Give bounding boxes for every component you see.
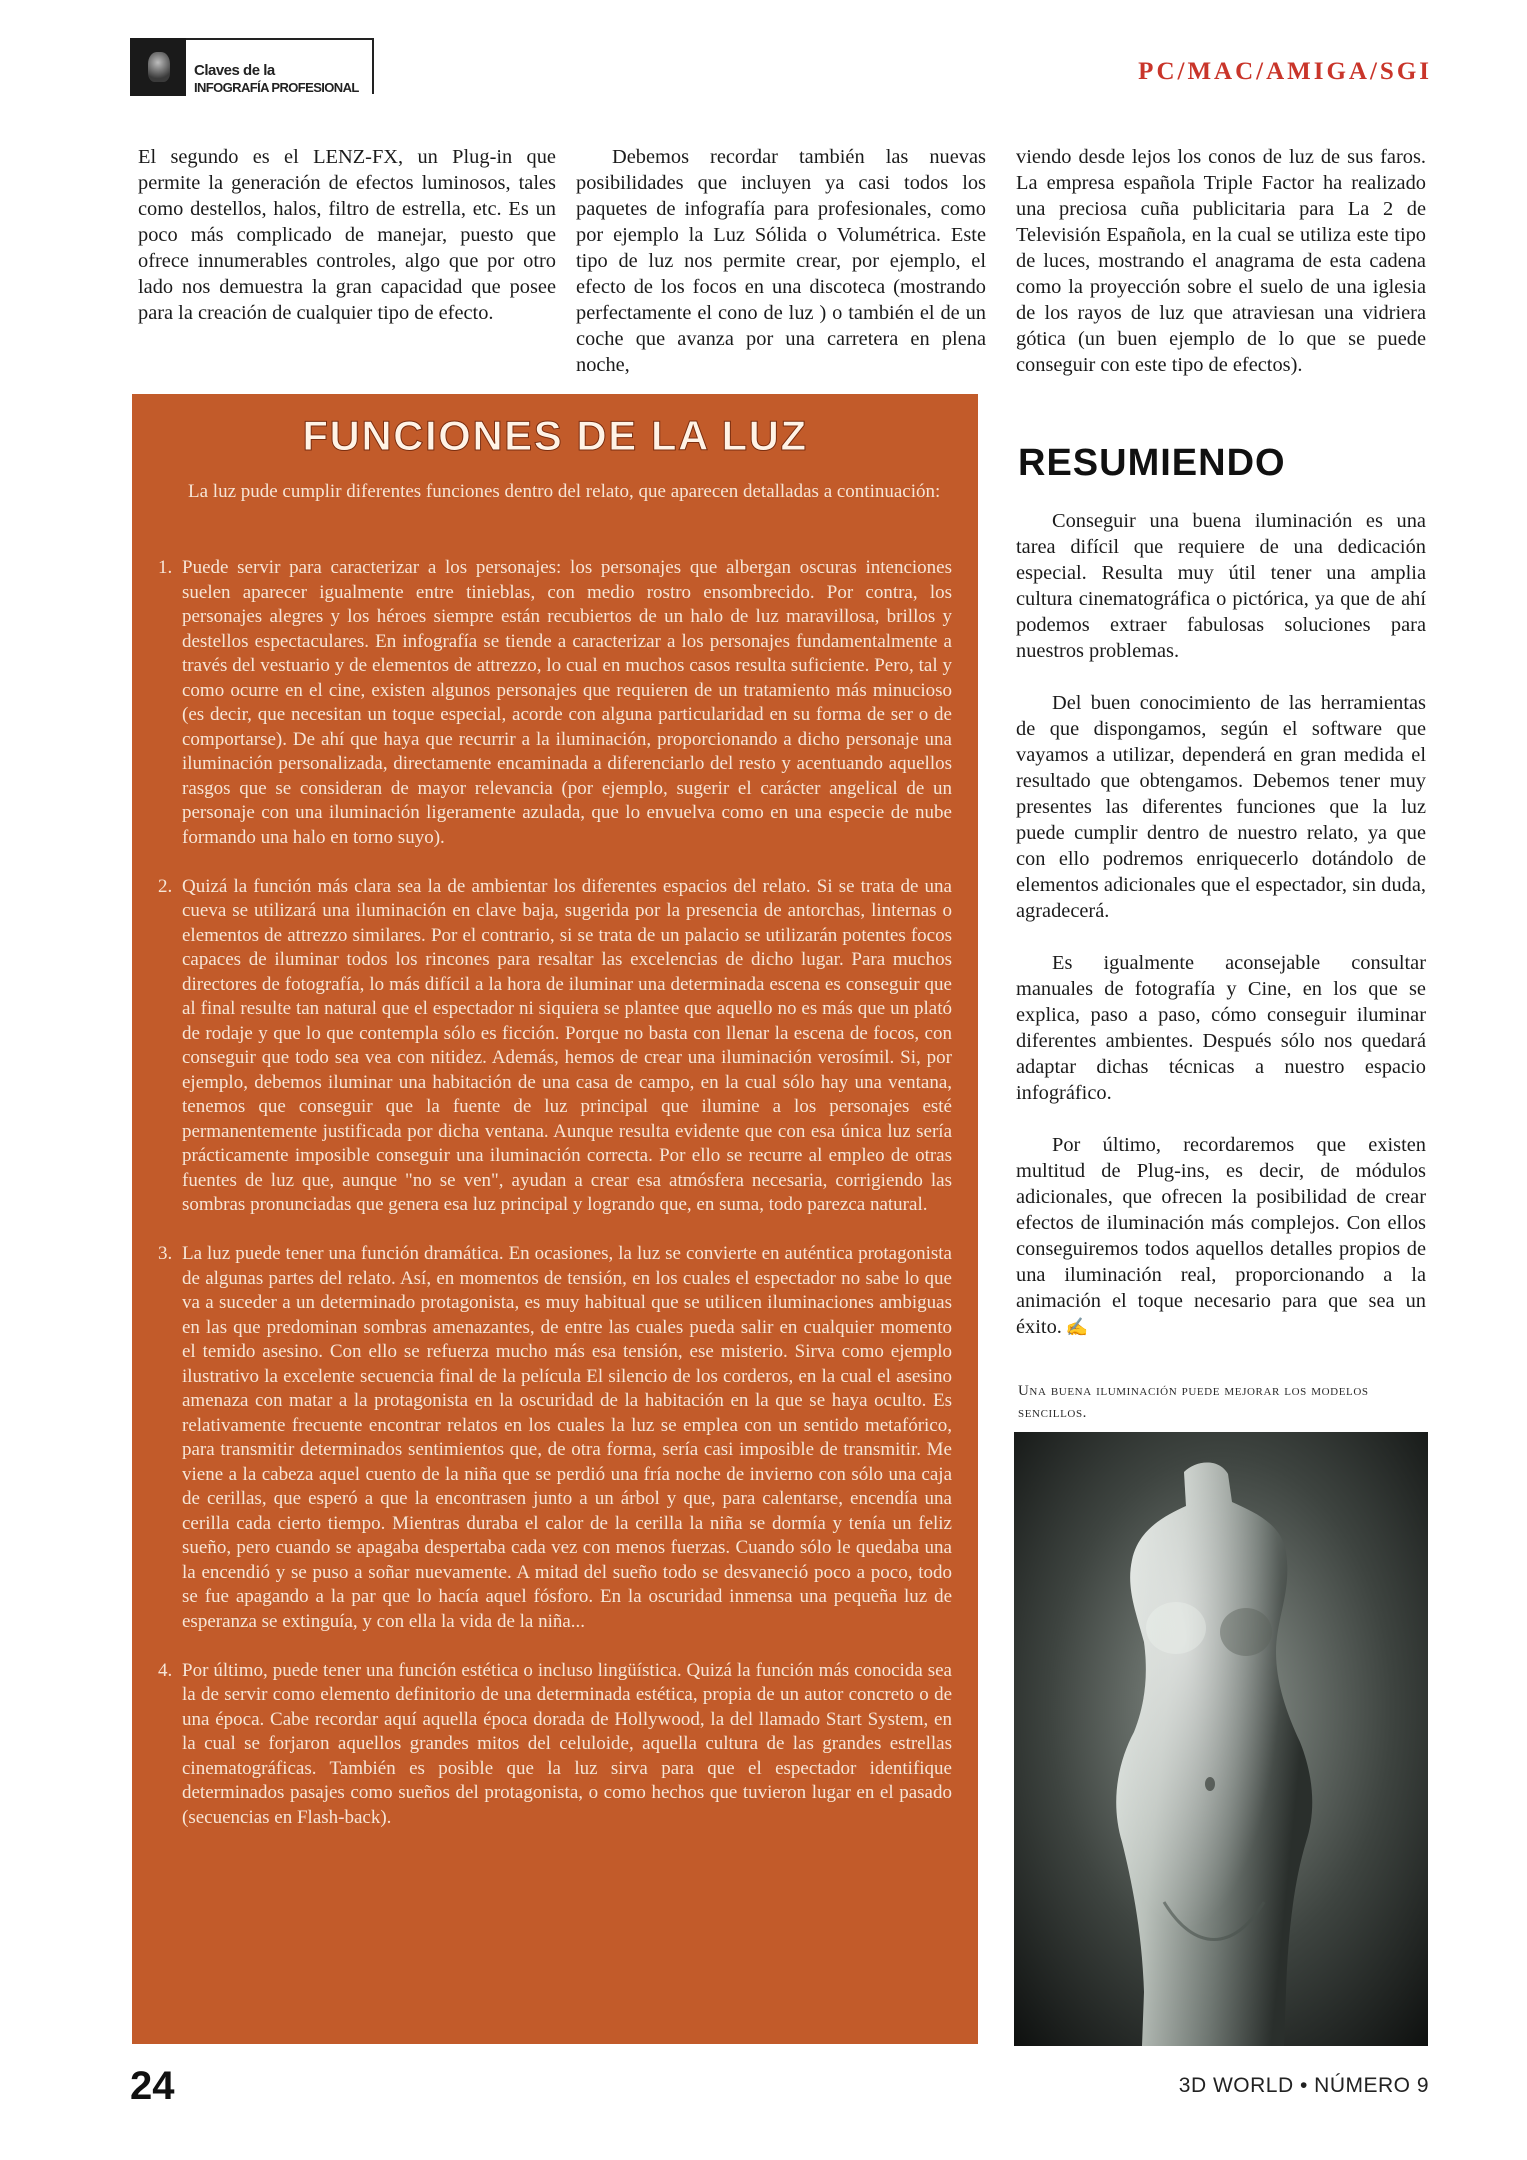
figure-caption: Una buena iluminación puede mejorar los modelos sencillos. bbox=[1018, 1383, 1369, 1421]
paragraph: Es igualmente aconsejable consultar manuales de fotografía y Cine, en los que se explica, paso a paso, cómo conseguir iluminar diferentes ambientes. Después sólo nos quedará adaptar dichas técnicas a nuestro espacio infográfico. bbox=[1016, 952, 1426, 1104]
logo-subtitle: INFOGRAFÍA PROFESIONAL bbox=[194, 80, 359, 95]
sidebar-box bbox=[132, 394, 978, 2044]
paragraph bbox=[1016, 1132, 1426, 1340]
page-number: 24 bbox=[130, 2064, 175, 2108]
logo-bust-icon bbox=[130, 38, 186, 96]
column-2 bbox=[576, 144, 986, 378]
column-3 bbox=[1016, 144, 1426, 378]
magazine-logo bbox=[130, 38, 376, 96]
list-item-number: 4. bbox=[158, 1659, 173, 1681]
box-title: FUNCIONES DE LA LUZ bbox=[302, 412, 808, 459]
list-item-text: Por último, puede tener una función estética o incluso lingüística. Quizá la función más conocida sea la de servir como elemento definitorio de una determinada estética, propia de un autor concreto o de una época. Cabe recordar aquí aquella época dorada de Hollywood, la del llamado Start System, en la cual se forjaron aquellos grandes mitos del celuloide, aquella cultura de las grandes estrellas cinematográficas. También es posible que la luz sirva para que el espectador identifique determinados pasajes como sueños del protagonista, o como hechos que tuvieron lugar en el pasado (secuencias en Flash-back). bbox=[182, 1659, 952, 1828]
paragraph: viendo desde lejos los conos de luz de sus faros. La empresa española Triple Factor ha realizado una preciosa cuña publicitaria para La 2 de Televisión Española, en la cual se utiliza este tipo de luces, mostrando el anagrama de esta cadena como la proyección sobre el suelo de una iglesia de los rayos de luz que atraviesan una vidriera gótica (un buen ejemplo de lo que se puede conseguir con este tipo de efectos). bbox=[1016, 146, 1426, 376]
box-list bbox=[148, 556, 952, 1855]
box-list-item bbox=[148, 875, 952, 1218]
column-3-summary bbox=[1016, 508, 1426, 1366]
box-list-item bbox=[148, 556, 952, 850]
box-list-item bbox=[148, 1659, 952, 1831]
magazine-issue: 3D WORLD • NÚMERO 9 bbox=[1178, 2074, 1429, 2097]
box-list-item bbox=[148, 1242, 952, 1634]
pen-icon: ✍ bbox=[1065, 1317, 1089, 1337]
list-item-text: Puede servir para caracterizar a los personajes: los personajes que albergan oscuras intenciones suelen aparecer igualmente entre tinieblas, con medio rostro ensombrecido. Por contra, los personajes alegres y los héroes siempre están recubiertos de un halo de luz maravillosa, brillos y destellos espectaculares. En infografía se tiende a caracterizar a los personajes fundamentalmente a través del vestuario y de elementos de attrezzo, lo cual en muchos casos resulta suficiente. Pero, tal y como ocurre en el cine, existen algunos personajes que requieren de un tratamiento más minucioso (es decir, que necesitan un toque especial, acorde con alguna particularidad en su forma de ser o de comportarse). De ahí que haya que recurrir a la iluminación, proporcionando a dicho personaje una iluminación personalizada, directamente encaminada a diferenciarlo del resto y acentuando aquellos rasgos que se consideran de mayor relevancia (por ejemplo, sugerir el carácter angelical de un personaje con una iluminación ligeramente azulada, que lo envuelva como en una especie de nube formando una halo en torno suyo). bbox=[182, 557, 952, 848]
paragraph-text: Por último, recordaremos que existen multitud de Plug-ins, es decir, de módulos adicionales, que ofrecen la posibilidad de crear efectos de iluminación más complejos. Con ellos conseguiremos todos aquellos detalles propios de una iluminación real, proporcionando a la animación el toque necesario para que sea un éxito. bbox=[1016, 1134, 1426, 1338]
torso-sculpture-image bbox=[1014, 1432, 1428, 2046]
list-item-number: 3. bbox=[158, 1243, 173, 1264]
list-item-text: Quizá la función más clara sea la de ambientar los diferentes espacios del relato. Si se trata de una cueva se utilizará una iluminación en clave baja, sugerida por la presencia de antorchas, linternas o elementos de attrezzo similares. Por el contrario, si se trata de un palacio se utilizarán potentes focos capaces de iluminar todos los rincones para resaltar las excelencias de dicho lugar. Para muchos directores de fotografía, lo más difícil a la hora de iluminar una determinada escena es conseguir que al final resulte tan natural que el espectador ni siquiera se plantee que aquello no es más que un plató de rodaje y que lo que contempla sólo es ficción. Porque no basta con llenar la escena de focos, con conseguir que todo sea vea con nitidez. Además, hemos de crear una iluminación verosímil. Si, por ejemplo, debemos iluminar una habitación de una casa de campo, en la cual sólo hay una ventana, tenemos que conseguir que la fuente de luz principal que ilumine a los personajes esté permanentemente justificada por dicha ventana. Aunque resulta evidente que con esa única luz sería prácticamente imposible conseguir una iluminación correcta. Por ello se recurre al empleo de otras fuentes de luz que, aunque "no se ven", ayudan a crear esa atmósfera necesaria, corrigiendo las sombras pronunciadas que genera esa luz principal y logrando que, en suma, todo parezca natural. bbox=[182, 875, 952, 1215]
torso-render bbox=[1014, 1432, 1428, 2046]
column-1 bbox=[138, 144, 556, 326]
paragraph: Conseguir una buena iluminación es una tarea difícil que requiere de una dedicación especial. Resulta muy útil tener una amplia cultura cinematográfica o pictórica, ya que de ahí podemos extraer fabulosas soluciones para nuestros problemas. bbox=[1016, 510, 1426, 662]
paragraph: El segundo es el LENZ-FX, un Plug-in que permite la generación de efectos luminosos, tales como destellos, halos, filtro de estrella, etc. Es un poco más complicado de manejar, puesto que ofrece innumerables controles, algo que por otro lado nos demuestra la gran capacidad que posee para la creación de cualquier tipo de efecto. bbox=[138, 146, 556, 324]
paragraph: Debemos recordar también las nuevas posibilidades que incluyen ya casi todos los paquetes de infografía para profesionales, como por ejemplo la Luz Sólida o Volumétrica. Este tipo de luz nos permite crear, por ejemplo, el efecto de los focos en una discoteca (mostrando perfectamente el cono de luz ) o también el de un coche que avanza por una carretera en plena noche, bbox=[576, 146, 986, 376]
list-item-number: 2. bbox=[158, 875, 173, 897]
platforms-heading: PC/MAC/AMIGA/SGI bbox=[1138, 58, 1432, 85]
logo-title: Claves de la bbox=[194, 62, 275, 79]
section-title: RESUMIENDO bbox=[1018, 442, 1286, 484]
box-intro: La luz pude cumplir diferentes funciones dentro del relato, que aparecen detalladas a continuación: bbox=[188, 481, 941, 502]
list-item-text: La luz puede tener una función dramática. En ocasiones, la luz se convierte en auténtica protagonista de algunas partes del relato. Así, en momentos de tensión, en los cuales el espectador no sabe lo que va a suceder a un determinado protagonista, es muy habitual que se utilicen iluminaciones ambiguas en las que predominan sombras amenazantes, de entre las cuales pueda salir en cualquier momento el temido asesino. Con ello se refuerza mucho más esa tensión, ese misterio. Sirva como ejemplo ilustrativo la excelente secuencia final de la película El silencio de los corderos, en la cual el asesino amenaza con matar a la protagonista en la oscuridad de la habitación en la que se haya oculto. Es relativamente frecuente encontrar relatos en los cuales la luz se emplea con un sentido metafórico, para transmitir determinados sentimientos que, de otra forma, sería casi imposible de transmitir. Me viene a la cabeza aquel cuento de la niña que se perdió una fría noche de invierno con sólo una caja de cerillas, que esperó a que la encontrasen junto a un árbol y que, para calentarse, encendía una cerilla cada cierto tiempo. Mientras duraba el calor de la cerilla la niña se dormía y tenía un feliz sueño, pero cuando se apagaba despertaba cada vez con menos fuerzas. Cuando sólo le quedaba una la encendió y se puso a soñar nuevamente. A mitad del sueño todo se desvaneció poco a poco, todo se fue apagando a la par que lo hacía aquel fósforo. En la oscuridad inmensa una pequeña luz de esperanza se extinguía, y con ella la vida de la niña... bbox=[182, 1243, 952, 1632]
paragraph: Del buen conocimiento de las herramientas de que dispongamos, según el software que vayamos a utilizar, dependerá en gran medida el resultado que obtengamos. Debemos tener muy presentes las diferentes funciones que la luz puede cumplir dentro de nuestro relato, ya que con ello podremos enriquecerlo dotándolo de elementos adicionales que el espectador, sin duda, agradecerá. bbox=[1016, 692, 1426, 922]
list-item-number: 1. bbox=[158, 557, 173, 578]
